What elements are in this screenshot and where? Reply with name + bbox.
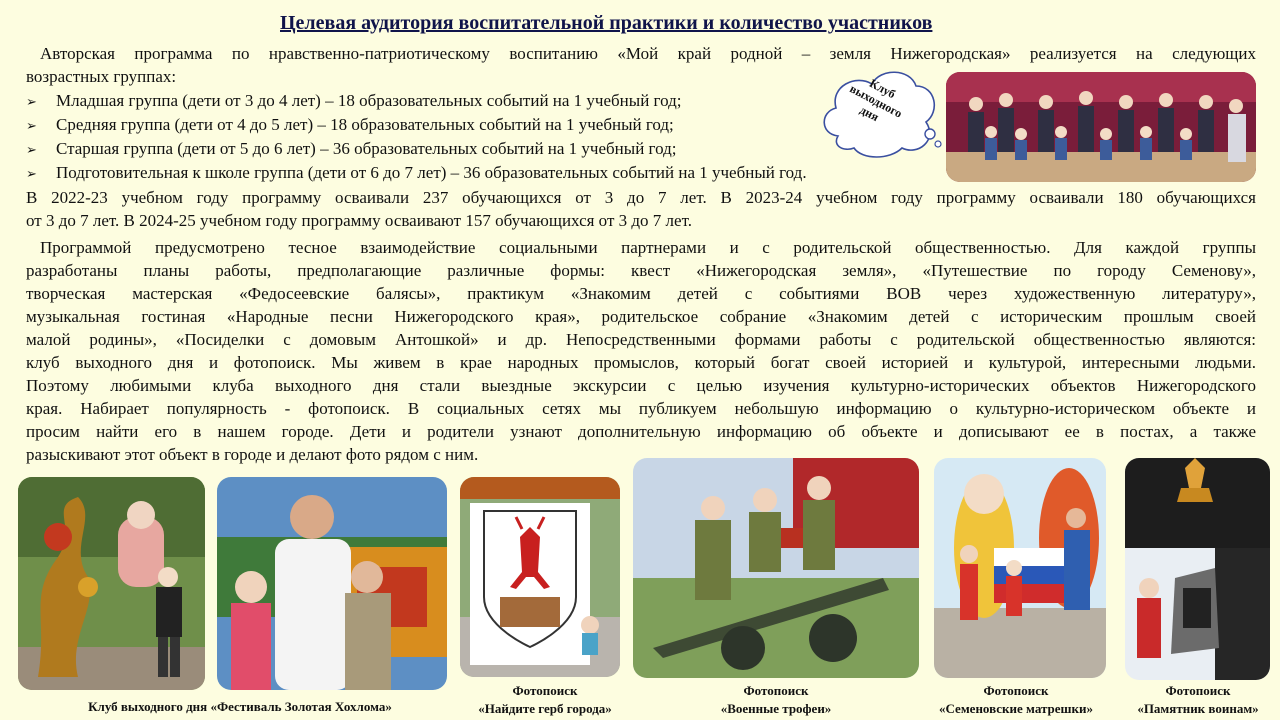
matryoshka-photo xyxy=(934,458,1106,678)
caption-pamyatnik: «Памятник воинам» xyxy=(1137,701,1259,716)
group-item-text: Средняя группа (дети от 4 до 5 лет) – 18 образовательных событий на 1 учебный год; xyxy=(56,115,674,134)
cloud-label: Клуб выходного дня xyxy=(847,76,905,125)
body-line: разыскивают этот объект в городе и делают фото рядом с ним. xyxy=(26,445,479,464)
khokhloma-photo xyxy=(18,477,205,690)
caption-pamyatnik-title: Фотопоиск xyxy=(1165,683,1231,698)
military-photo xyxy=(633,458,919,678)
arrow-bullet-icon: ➢ xyxy=(26,118,37,133)
family-photo xyxy=(217,477,447,690)
page-title: Целевая аудитория воспитательной практики и количество участников xyxy=(280,12,933,34)
group-item xyxy=(26,137,676,161)
body-line: края. Набирает популярность - фотопоиск. В социальных сетях мы публикуем небольшую информацию о культурно-историческом объекте и xyxy=(26,399,1256,418)
coat-of-arms-photo xyxy=(460,477,620,677)
group-item-text: Старшая группа (дети от 5 до 6 лет) – 36 образовательных событий на 1 учебный год; xyxy=(56,139,677,158)
group-item-text: Младшая группа (дети от 3 до 4 лет) – 18 образовательных событий на 1 учебный год; xyxy=(56,91,682,110)
group-item xyxy=(26,113,674,137)
intro-line-1: Авторская программа по нравственно-патриотическому воспитанию «Мой край родной – земля Нижегородская» реализуется на следующих xyxy=(40,44,1256,63)
body-line: Поэтому любимыми клуба выходного дня стали выездные экскурсии с целью изучения культурно-исторических объектов Нижегородского xyxy=(26,376,1256,395)
caption-festival: Клуб выходного дня «Фестиваль Золотая Хохлома» xyxy=(88,699,392,714)
stats-line-1: В 2022-23 учебном году программу осваивали 237 обучающихся от 3 до 7 лет. В 2023-24 учебном году программу осваивали 180 обучающихся xyxy=(26,188,1256,207)
caption-matreshki: «Семеновские матрешки» xyxy=(939,701,1093,716)
body-line: просим найти его в нашем городе. Дети и родители узнают дополнительную информацию об объекте и дописывают ее в постах, а также xyxy=(26,422,1256,441)
body-line: музыкальная гостиная «Народные песни Нижегородского края», родительское собрание «Знакомим детей с историческим прошлым своей xyxy=(26,307,1256,326)
caption-gerb: «Найдите герб города» xyxy=(478,701,612,716)
group-item-text: Подготовительная к школе группа (дети от 6 до 7 лет) – 36 образовательных событий на 1 учебный год. xyxy=(56,163,807,182)
intro-line-2: возрастных группах: xyxy=(26,67,177,86)
body-line: клуб выходного дня и фотопоиск. Мы живем в крае народных промыслов, который богат своей историей и культурой, интересными людьми. xyxy=(26,353,1256,372)
caption-gerb-title: Фотопоиск xyxy=(512,683,578,698)
caption-trofei: «Военные трофеи» xyxy=(720,701,832,716)
stats-line-2: от 3 до 7 лет. В 2024-25 учебном году программу осваивают 157 обучающихся от 3 до 7 лет. xyxy=(26,211,692,230)
arrow-bullet-icon: ➢ xyxy=(26,166,37,181)
body-line: малой родины», «Посиделки с домовым Антошкой» и др. Непосредственными формами работы с родительской общественностью являются: xyxy=(26,330,1256,349)
group-photo xyxy=(946,72,1256,182)
body-line: разработаны планы работы, предполагающие различные формы: квест «Нижегородская земля», «Путешествие по городу Семенову», xyxy=(26,261,1256,280)
monument-photo xyxy=(1125,458,1270,680)
arrow-bullet-icon: ➢ xyxy=(26,94,37,109)
body-line: творческая мастерская «Федосеевские балясы», практикум «Знакомим детей с событиями ВОВ через художественную литературу», xyxy=(26,284,1256,303)
caption-trofei-title: Фотопоиск xyxy=(743,683,809,698)
group-item xyxy=(26,89,681,113)
group-item xyxy=(26,161,807,185)
body-line: Программой предусмотрено тесное взаимодействие социальными партнерами и с родительской общественностью. Для каждой группы xyxy=(40,238,1256,257)
arrow-bullet-icon: ➢ xyxy=(26,142,37,157)
caption-matreshki-title: Фотопоиск xyxy=(983,683,1049,698)
